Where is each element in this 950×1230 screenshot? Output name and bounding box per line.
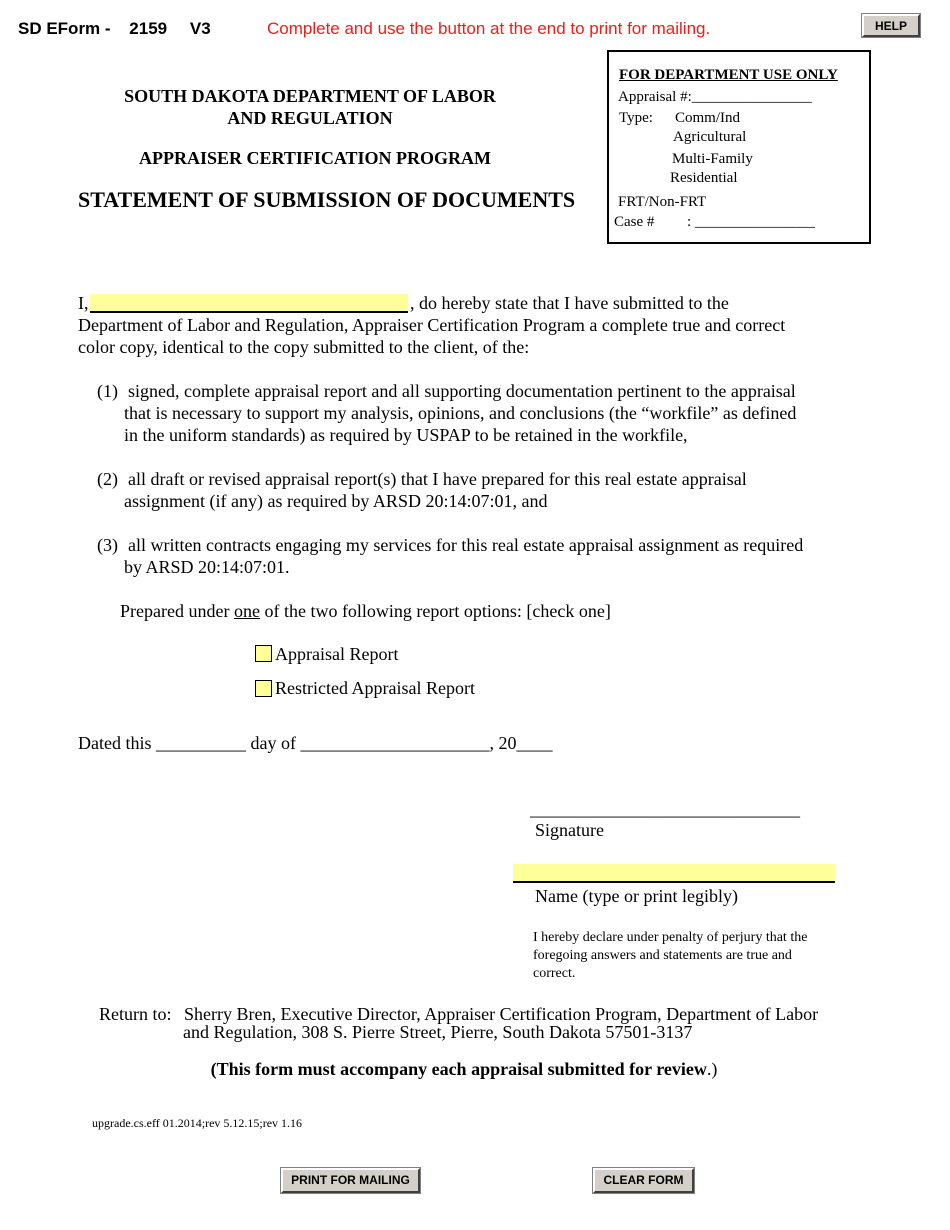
dated-line: Dated this __________ day of _____________________, 20____ (78, 733, 553, 753)
return-to-line1: Sherry Bren, Executive Director, Appraiser Certification Program, Department of Labor (184, 1004, 819, 1024)
restricted-appraisal-report-checkbox[interactable] (255, 680, 272, 697)
frt-non-frt: FRT/Non-FRT (618, 194, 707, 210)
accompany-bold: This form must accompany each appraisal submitted for review (216, 1059, 707, 1079)
case-label: Case # (614, 214, 655, 230)
type-agricultural: Agricultural (673, 129, 747, 145)
type-multi-family: Multi-Family (672, 151, 753, 167)
options-intro-underlined: one (233, 601, 260, 621)
form-number: 2159 (129, 19, 168, 38)
return-to-line2: and Regulation, 308 S. Pierre Street, Pierre, South Dakota 57501-3137 (183, 1022, 693, 1042)
signature-label: Signature (535, 820, 604, 840)
report-options-intro (120, 600, 611, 622)
perjury-line1: I hereby declare under penalty of perjury that the (533, 930, 808, 945)
item-3-number: (3) (97, 535, 118, 555)
perjury-line3: correct. (533, 966, 576, 981)
return-to-label: Return to: (99, 1004, 172, 1024)
statement-line2: Department of Labor and Regulation, Appraiser Certification Program a complete true and correct (78, 315, 786, 335)
statement-line3: color copy, identical to the copy submitted to the client, of the: (78, 337, 530, 357)
item-1-number: (1) (97, 381, 118, 401)
page-title: STATEMENT OF SUBMISSION OF DOCUMENTS (78, 187, 576, 212)
item-1-line3: in the uniform standards) as required by USPAP to be retained in the workfile, (124, 425, 688, 445)
type-label: Type: (619, 110, 653, 126)
accompany-open: ( (210, 1059, 217, 1079)
dept-use-heading: FOR DEPARTMENT USE ONLY (619, 67, 838, 83)
signature-line: ______________________________ (530, 799, 800, 819)
form-version: V3 (189, 19, 211, 38)
printed-name-label: Name (type or print legibly) (535, 886, 738, 906)
item-2-line1: all draft or revised appraisal report(s) that I have prepared for this real estate appraisal (128, 469, 747, 489)
help-button[interactable]: HELP (862, 14, 920, 37)
form-id (18, 19, 211, 39)
print-notice: Complete and use the button at the end to print for mailing. (267, 19, 711, 38)
applicant-name-input[interactable] (90, 294, 408, 313)
accompany-notice (0, 1058, 928, 1080)
item-2-number: (2) (97, 469, 118, 489)
statement-prefix: I, (78, 293, 89, 313)
item-3-line2: by ARSD 20:14:07:01. (124, 557, 290, 577)
printed-name-input[interactable] (513, 864, 835, 883)
appraisal-report-checkbox[interactable] (255, 645, 272, 662)
item-1-line1: signed, complete appraisal report and all supporting documentation pertinent to the appraisal (128, 381, 796, 401)
accompany-close: .) (706, 1059, 718, 1079)
appraisal-report-label: Appraisal Report (275, 644, 399, 664)
dept-title-line1: SOUTH DAKOTA DEPARTMENT OF LABOR (124, 86, 496, 106)
print-for-mailing-button[interactable]: PRINT FOR MAILING (281, 1168, 420, 1193)
revision-text: upgrade.cs.eff 01.2014;rev 5.12.15;rev 1.16 (92, 1116, 303, 1130)
item-1-line2: that is necessary to support my analysis, opinions, and conclusions (the “workfile” as defined (124, 403, 797, 423)
program-title: APPRAISER CERTIFICATION PROGRAM (138, 148, 492, 168)
statement-suffix: , do hereby state that I have submitted to the (410, 293, 729, 313)
department-use-box (607, 50, 871, 244)
appraisal-number: Appraisal #:________________ (618, 89, 812, 105)
form-prefix: SD EForm - (18, 19, 111, 38)
item-3-line1: all written contracts engaging my services for this real estate appraisal assignment as required (128, 535, 804, 555)
options-intro-before: Prepared under (120, 601, 230, 621)
options-intro-after: of the two following report options: [check one] (264, 601, 611, 621)
perjury-line2: foregoing answers and statements are true and (533, 948, 792, 963)
case-number-line: : ________________ (687, 214, 815, 230)
restricted-appraisal-report-label: Restricted Appraisal Report (275, 678, 475, 698)
clear-form-button[interactable]: CLEAR FORM (593, 1168, 694, 1193)
item-2-line2: assignment (if any) as required by ARSD 20:14:07:01, and (124, 491, 548, 511)
type-residential: Residential (670, 170, 738, 186)
type-comm-ind: Comm/Ind (675, 110, 741, 126)
dept-title-line2: AND REGULATION (227, 108, 393, 128)
